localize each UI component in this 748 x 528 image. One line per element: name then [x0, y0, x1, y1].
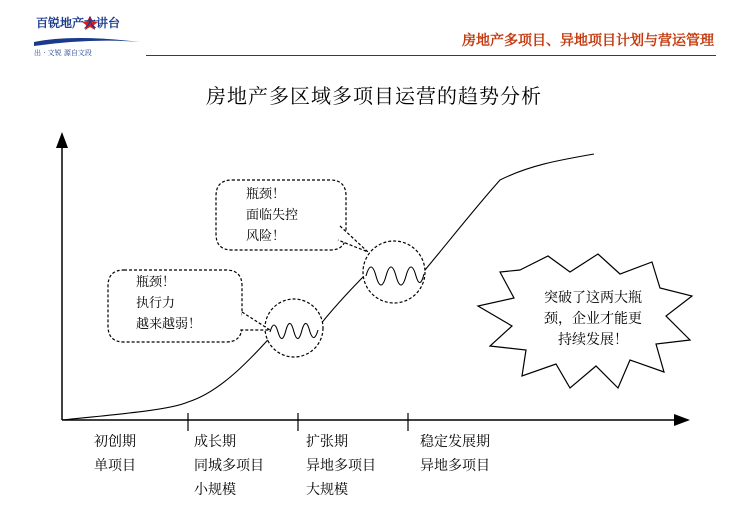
bubble-2-tail	[338, 226, 368, 252]
bottleneck-1-line: 执行力	[136, 296, 176, 311]
bottleneck-1-line: 越来越弱！	[136, 317, 202, 332]
phase-expansion	[306, 430, 376, 502]
bottleneck-circle-1	[265, 299, 323, 357]
breakthrough-text	[524, 288, 662, 351]
bottleneck-1-text	[136, 272, 201, 335]
breakthrough-line: 突破了这两大瓶	[544, 290, 642, 306]
phase-startup-name: 初创期	[94, 434, 136, 450]
diagram-title: 房地产多区域多项目运营的趋势分析	[206, 84, 542, 108]
phase-growth-scale: 小规模	[194, 482, 236, 498]
bottleneck-circle-2	[363, 241, 425, 303]
bottleneck-1-line: 瓶颈！	[136, 275, 176, 290]
phase-growth-desc: 同城多项目	[194, 458, 264, 474]
logo-slogan: 出 · 文锐 源自文段	[34, 49, 92, 57]
logo-name: 百锐地产大讲台	[36, 16, 121, 30]
x-axis-arrow-icon	[674, 414, 690, 426]
y-axis-arrow-icon	[56, 132, 68, 148]
bottleneck-2-line: 面临失控	[246, 208, 299, 223]
phase-growth-name: 成长期	[194, 434, 236, 450]
phase-startup	[94, 430, 136, 478]
phase-stable	[420, 430, 490, 478]
breakthrough-line: 持续发展！	[558, 332, 628, 348]
breakthrough-line: 颈，企业才能更	[544, 311, 642, 327]
phase-stable-name: 稳定发展期	[420, 434, 490, 450]
header-title: 房地产多项目、异地项目计划与营运管理	[462, 33, 714, 49]
phase-expansion-desc: 异地多项目	[306, 458, 376, 474]
phase-stable-desc: 异地多项目	[420, 458, 490, 474]
bottleneck-2-text	[246, 184, 298, 247]
phase-startup-desc: 单项目	[94, 458, 136, 474]
phase-expansion-scale: 大规模	[306, 482, 348, 498]
phase-expansion-name: 扩张期	[306, 434, 348, 450]
bottleneck-2-line: 瓶颈！	[246, 187, 286, 202]
phase-growth	[194, 430, 264, 502]
bottleneck-2-line: 风险！	[246, 229, 286, 244]
